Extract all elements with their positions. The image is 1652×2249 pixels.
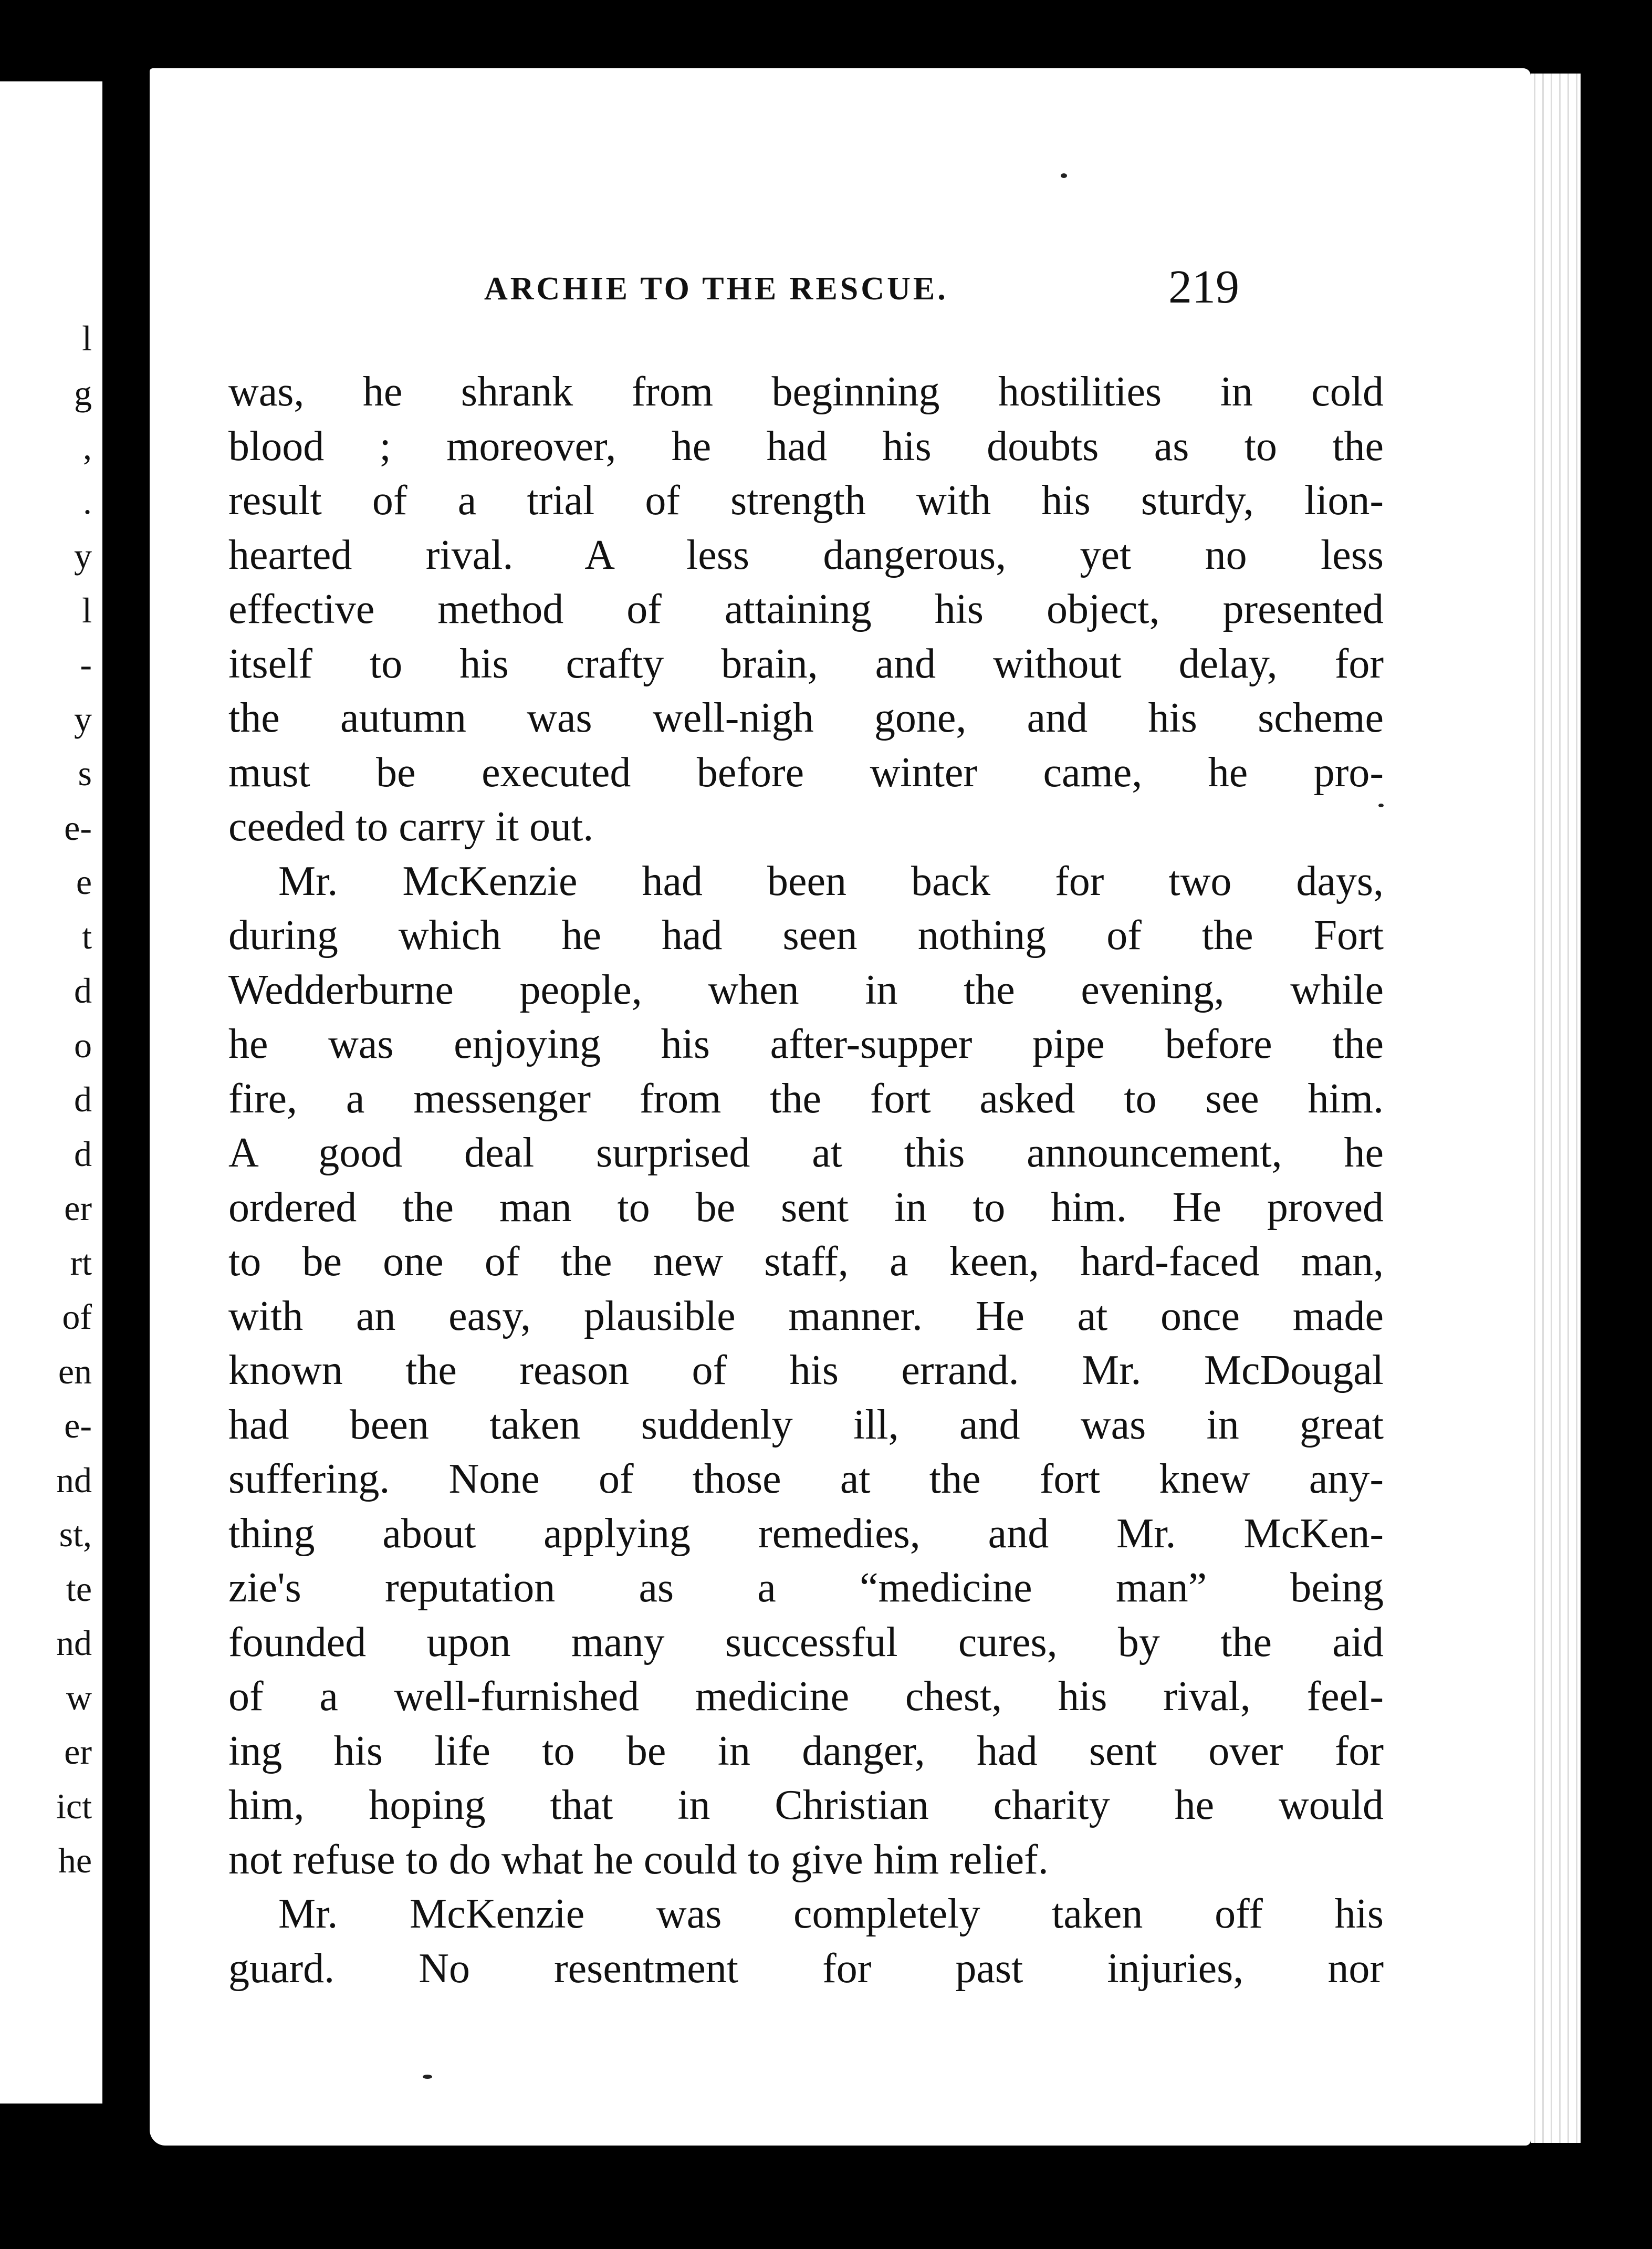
text-line: Mr. McKenzie was completely taken off his xyxy=(278,1891,1384,1937)
text-line: ordered the man to be sent in to him. He proved xyxy=(228,1184,1384,1231)
page-header xyxy=(150,261,1531,313)
text-line: blood ; moreover, he had his doubts as to the xyxy=(228,423,1384,470)
text-line: was, he shrank from beginning hostilities in cold xyxy=(228,369,1384,415)
text-line: he was enjoying his after-supper pipe before the xyxy=(228,1021,1384,1067)
text-line: result of a trial of strength with his sturdy, lion- xyxy=(228,477,1384,524)
page-edge-right xyxy=(1531,74,1581,2143)
scan-speck xyxy=(1061,173,1067,178)
text-line: known the reason of his errand. Mr. McDougal xyxy=(228,1347,1384,1393)
text-line: guard. No resentment for past injuries, nor xyxy=(228,1945,1384,1992)
text-line: effective method of attaining his object, presented xyxy=(228,586,1384,632)
text-line: had been taken suddenly ill, and was in great xyxy=(228,1401,1384,1448)
facing-page-fragment: s xyxy=(78,753,92,793)
text-line: ing his life to be in danger, had sent over for xyxy=(228,1727,1384,1774)
facing-page-fragment: of xyxy=(62,1297,92,1337)
facing-page-fragment: d xyxy=(74,971,92,1011)
facing-page-fragment: d xyxy=(74,1079,92,1119)
body-text xyxy=(228,365,1384,1996)
facing-page-fragment: o xyxy=(74,1025,92,1065)
facing-page-fragment: nd xyxy=(56,1623,92,1663)
facing-page-fragment: he xyxy=(58,1840,92,1880)
text-line: fire, a messenger from the fort asked to see him. xyxy=(228,1075,1384,1122)
text-line: during which he had seen nothing of the Fort xyxy=(228,912,1384,959)
running-head: ARCHIE TO THE RESCUE. xyxy=(484,271,948,307)
text-line: not refuse to do what he could to give him relief. xyxy=(228,1836,1049,1883)
scan-speck xyxy=(1378,804,1384,807)
text-line: the autumn was well-nigh gone, and his scheme xyxy=(228,695,1384,741)
facing-page-fragment: er xyxy=(64,1188,92,1228)
facing-page-fragment: d xyxy=(74,1133,92,1174)
facing-page-fragment: e- xyxy=(64,1405,92,1445)
text-line: with an easy, plausible manner. He at once made xyxy=(228,1293,1384,1339)
text-line: hearted rival. A less dangerous, yet no less xyxy=(228,532,1384,578)
facing-page-fragment: . xyxy=(83,481,92,522)
facing-page-fragment: ict xyxy=(56,1786,92,1826)
text-line: thing about applying remedies, and Mr. McKen- xyxy=(228,1510,1384,1557)
facing-page-fragment: te xyxy=(66,1568,92,1609)
facing-page-fragment: nd xyxy=(56,1460,92,1500)
text-line: suffering. None of those at the fort knew any- xyxy=(228,1456,1384,1502)
text-line: A good deal surprised at this announcement, he xyxy=(228,1130,1384,1176)
book-page xyxy=(150,68,1531,2146)
text-line: Wedderburne people, when in the evening, while xyxy=(228,966,1384,1013)
facing-page-fragment: t xyxy=(82,916,92,956)
facing-page-fragment: st, xyxy=(59,1514,92,1554)
facing-page-fragment: rt xyxy=(70,1242,92,1283)
text-line: him, hoping that in Christian charity he would xyxy=(228,1782,1384,1828)
facing-page-fragment: l xyxy=(82,590,92,630)
text-line: must be executed before winter came, he pro- xyxy=(228,749,1384,796)
facing-page-fragment: g xyxy=(74,372,92,413)
text-line: ceeded to carry it out. xyxy=(228,804,594,850)
text-line: zie's reputation as a “medicine man” being xyxy=(228,1565,1384,1611)
text-line: itself to his crafty brain, and without delay, for xyxy=(228,640,1384,687)
facing-page-fragment: en xyxy=(58,1351,92,1391)
text-line: to be one of the new staff, a keen, hard-faced man, xyxy=(228,1238,1384,1285)
facing-page-fragment: l xyxy=(82,318,92,358)
text-line: founded upon many successful cures, by the aid xyxy=(228,1619,1384,1665)
book-gutter xyxy=(102,63,150,2138)
facing-page-fragment: y xyxy=(74,536,92,576)
facing-page-fragment: , xyxy=(83,427,92,467)
page-number: 219 xyxy=(1168,261,1239,313)
previous-page-edge xyxy=(0,81,102,2104)
text-line: of a well-furnished medicine chest, his rival, feel- xyxy=(228,1673,1384,1720)
facing-page-fragment: - xyxy=(80,644,92,684)
facing-page-fragment: y xyxy=(74,699,92,739)
facing-page-fragment: er xyxy=(64,1732,92,1772)
facing-page-fragment: w xyxy=(66,1677,92,1717)
scan-speck xyxy=(423,2075,432,2079)
facing-page-fragment: e- xyxy=(64,807,92,848)
facing-page-fragment: e xyxy=(76,862,92,902)
text-line: Mr. McKenzie had been back for two days, xyxy=(278,858,1384,904)
